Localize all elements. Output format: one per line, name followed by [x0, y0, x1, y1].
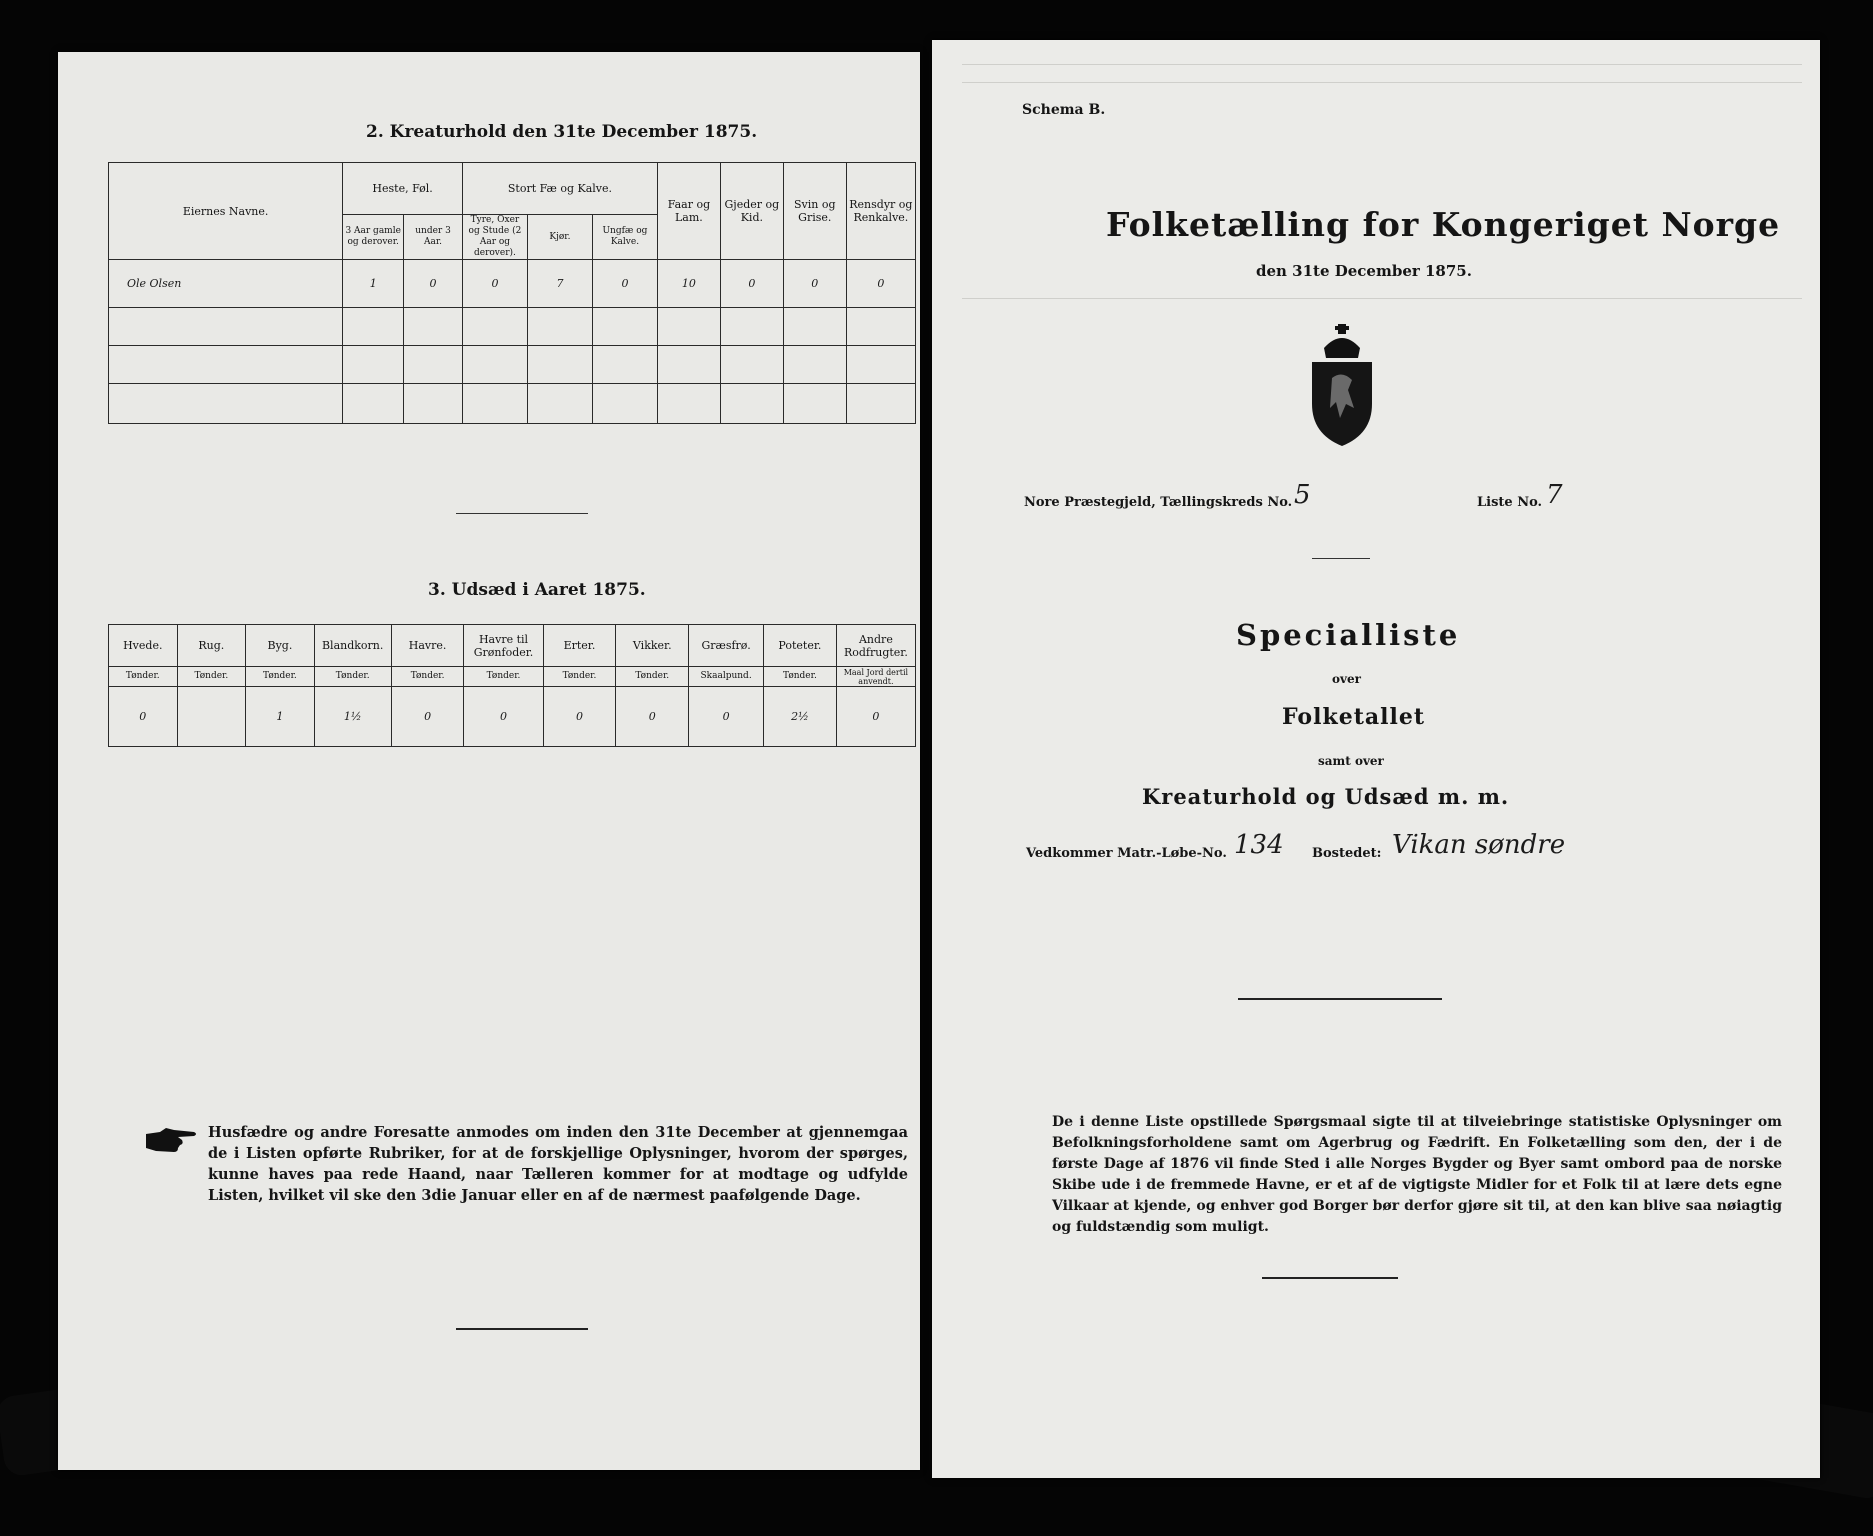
- bulls-header: Tyre, Oxer og Stude (2 Aar og derover).: [462, 215, 527, 260]
- seed-table: [108, 624, 916, 747]
- horses-young-header: under 3 Aar.: [404, 215, 463, 260]
- seed-value: 0: [464, 687, 543, 747]
- livestock-value: 7: [527, 260, 592, 308]
- bleed-through: [962, 82, 1802, 83]
- livestock-value: 0: [783, 260, 846, 308]
- schema-label: Schema B.: [1022, 102, 1106, 118]
- seed-header: Blandkorn.: [314, 625, 391, 667]
- seed-unit: Skaalpund.: [689, 667, 764, 687]
- coat-of-arms-icon: [1302, 318, 1382, 450]
- divider: [1312, 558, 1370, 559]
- livestock-value: 0: [404, 260, 463, 308]
- district-number: 5: [1294, 480, 1311, 510]
- bleed-through: [962, 298, 1802, 299]
- seed-unit: Tønder.: [314, 667, 391, 687]
- district-prefix: Nore Præstegjeld, Tællingskreds No.: [1024, 495, 1293, 510]
- divider: [1238, 998, 1442, 1000]
- bleed-through: [962, 64, 1802, 65]
- table-row: [109, 346, 916, 384]
- seed-value: 1: [246, 687, 315, 747]
- seed-header: Hvede.: [109, 625, 178, 667]
- seed-header: Havre til Grønfoder.: [464, 625, 543, 667]
- left-page: [58, 52, 920, 1470]
- cows-header: Kjør.: [527, 215, 592, 260]
- seed-header: Poteter.: [764, 625, 837, 667]
- livestock-value: 0: [462, 260, 527, 308]
- kreaturhold-title: Kreaturhold og Udsæd m. m.: [1142, 784, 1510, 809]
- seed-value: 0: [391, 687, 464, 747]
- table-row: [109, 384, 916, 424]
- over-label: over: [1332, 672, 1361, 686]
- bosted-label: Bostedet:: [1312, 846, 1382, 861]
- seed-unit: Tønder.: [109, 667, 178, 687]
- specialliste-title: Specialliste: [1236, 618, 1461, 652]
- seed-header: Andre Rodfrugter.: [836, 625, 915, 667]
- table-row: [109, 308, 916, 346]
- bosted-value: Vikan søndre: [1392, 830, 1566, 860]
- samt-over-label: samt over: [1318, 754, 1384, 768]
- cattle-header: Stort Fæ og Kalve.: [462, 163, 657, 215]
- seed-value: 1½: [314, 687, 391, 747]
- seed-value: 0: [543, 687, 616, 747]
- seed-header: Vikker.: [616, 625, 689, 667]
- horses-old-header: 3 Aar gamle og derover.: [343, 215, 404, 260]
- horses-header: Heste, Føl.: [343, 163, 463, 215]
- seed-value: [177, 687, 246, 747]
- seed-unit: Tønder.: [391, 667, 464, 687]
- seed-header: Byg.: [246, 625, 315, 667]
- seed-unit: Tønder.: [543, 667, 616, 687]
- divider: [456, 1328, 588, 1330]
- divider: [1262, 1277, 1398, 1279]
- seed-value: 0: [616, 687, 689, 747]
- seed-unit: Tønder.: [246, 667, 315, 687]
- liste-label: Liste No.: [1477, 495, 1543, 510]
- divider: [456, 513, 588, 514]
- owner-header: Eiernes Navne.: [109, 163, 343, 260]
- seed-value: 0: [109, 687, 178, 747]
- seed-header: Græsfrø.: [689, 625, 764, 667]
- seed-header: Erter.: [543, 625, 616, 667]
- seed-value: 0: [689, 687, 764, 747]
- livestock-value: 10: [657, 260, 720, 308]
- seed-unit: Tønder.: [616, 667, 689, 687]
- livestock-table: [108, 162, 916, 424]
- seed-unit: Maal Jord dertil anvendt.: [836, 667, 915, 687]
- section3-title: 3. Udsæd i Aaret 1875.: [428, 580, 646, 600]
- livestock-value: 0: [846, 260, 915, 308]
- seed-unit: Tønder.: [177, 667, 246, 687]
- right-page: [932, 40, 1820, 1478]
- notice-text: Husfædre og andre Foresatte anmodes om inden den 31te December at gjennemgaa de i Listen opførte Rubriker, for at de forskjellige Oplysninger, hvorom der spørges, kunne haves paa rede Haand, naar Tælleren kommer for at modtage og udfylde Listen, hvilket vil ske den 3die Januar eller en af de nærmest paafølgende Dage.: [208, 1124, 908, 1204]
- folketallet-title: Folketallet: [1282, 704, 1425, 730]
- seed-row: [109, 687, 916, 747]
- goats-header: Gjeder og Kid.: [720, 163, 783, 260]
- seed-header: Rug.: [177, 625, 246, 667]
- liste-number: 7: [1546, 480, 1563, 510]
- info-paragraph: De i denne Liste opstillede Spørgsmaal sigte til at tilveiebringe statistiske Oplysninger om Befolkningsforholdene samt om Agerbrug og Fædrift. En Folketælling som den, der i de første Dage af 1876 vil finde Sted i alle Norges Bygder og Byer samt ombord paa de norske Skibe ude i de fremmede Havne, er et af de vigtigste Midler for et Folk til at lære dets egne Vilkaar at kjende, og enhver god Borger bør derfor gjøre sit til, at den kan blive saa nøiagtig og fuldstændig som muligt.: [1052, 1114, 1782, 1235]
- seed-header: Havre.: [391, 625, 464, 667]
- seed-unit: Tønder.: [464, 667, 543, 687]
- reindeer-header: Rensdyr og Renkalve.: [846, 163, 915, 260]
- livestock-value: 0: [720, 260, 783, 308]
- matr-number: 134: [1234, 830, 1284, 860]
- section2-title: 2. Kreaturhold den 31te December 1875.: [366, 122, 758, 142]
- calves-header: Ungfæ og Kalve.: [592, 215, 657, 260]
- livestock-row: [109, 260, 916, 308]
- seed-value: 0: [836, 687, 915, 747]
- seed-unit: Tønder.: [764, 667, 837, 687]
- seed-value: 2½: [764, 687, 837, 747]
- matr-label: Vedkommer Matr.-Løbe-No.: [1026, 846, 1227, 861]
- pointing-hand-icon: [144, 1126, 198, 1154]
- main-title: Folketælling for Kongeriget Norge: [1106, 205, 1781, 244]
- pigs-header: Svin og Grise.: [783, 163, 846, 260]
- livestock-value: 1: [343, 260, 404, 308]
- sheep-header: Faar og Lam.: [657, 163, 720, 260]
- owner-name: Ole Olsen: [109, 260, 343, 308]
- livestock-value: 0: [592, 260, 657, 308]
- census-date: den 31te December 1875.: [1256, 262, 1472, 280]
